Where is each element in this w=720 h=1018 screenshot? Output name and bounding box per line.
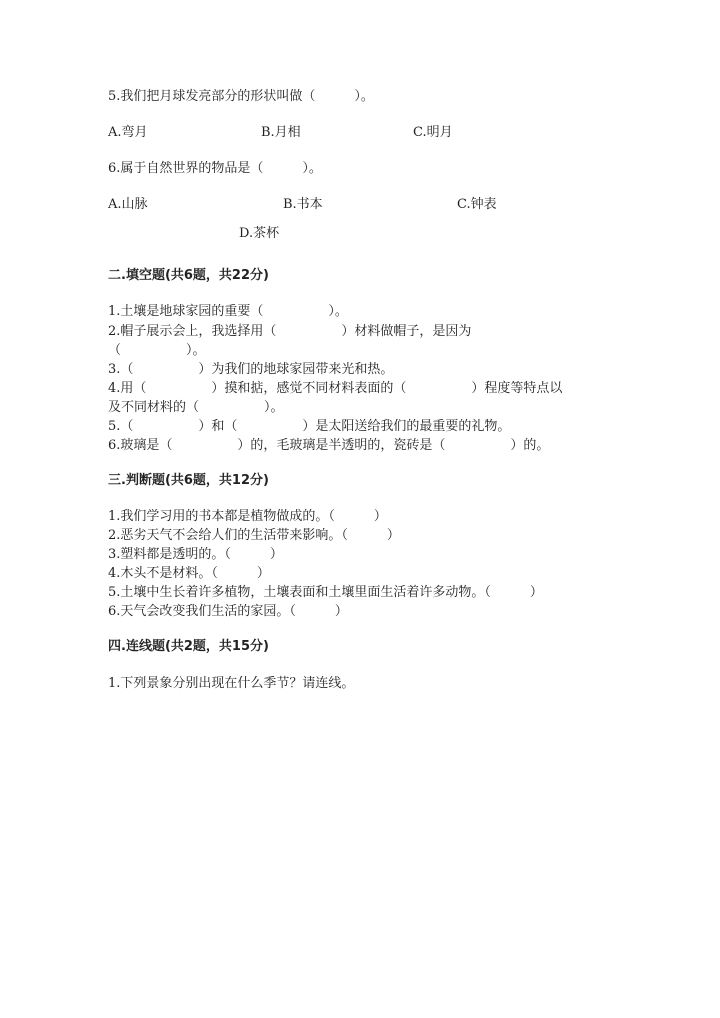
q5-option-b: B.月相 — [261, 125, 301, 140]
q6-option-d: D.茶杯 — [239, 226, 280, 241]
q5-option-c: C.明月 — [413, 125, 453, 140]
fill-blank-line: 6.玻璃是（ ）的，毛玻璃是半透明的，瓷砖是（ ）的。 — [108, 438, 550, 453]
q5-option-a: A.弯月 — [108, 125, 148, 140]
true-false-line: 5.土壤中生长着许多植物，土壤表面和土壤里面生活着许多动物。（ ） — [108, 585, 543, 600]
true-false-line: 1.我们学习用的书本都是植物做成的。（ ） — [108, 509, 387, 524]
section-2-heading: 二.填空题(共6题，共22分) — [108, 268, 269, 283]
question-5: 5.我们把月球发亮部分的形状叫做（ ）。 — [108, 89, 374, 104]
fill-blank-line: 3.（ ）为我们的地球家园带来光和热。 — [108, 362, 394, 377]
matching-question: 1.下列景象分别出现在什么季节？请连线。 — [108, 676, 355, 691]
section-3-heading: 三.判断题(共6题，共12分) — [108, 473, 269, 488]
fill-blank-line: （ ）。 — [108, 343, 206, 358]
true-false-line: 4.木头不是材料。（ ） — [108, 566, 270, 581]
true-false-line: 2.恶劣天气不会给人们的生活带来影响。（ ） — [108, 528, 400, 543]
fill-blank-line: 5.（ ）和（ ）是太阳送给我们的最重要的礼物。 — [108, 419, 511, 434]
true-false-line: 6.天气会改变我们生活的家园。（ ） — [108, 604, 348, 619]
true-false-line: 3.塑料都是透明的。（ ） — [108, 547, 283, 562]
section-4-heading: 四.连线题(共2题，共15分) — [108, 639, 269, 654]
q6-option-c: C.钟表 — [457, 197, 497, 212]
fill-blank-line: 及不同材料的（ ）。 — [108, 400, 284, 415]
fill-blank-line: 1.土壤是地球家园的重要（ ）。 — [108, 304, 348, 319]
q6-option-b: B.书本 — [283, 197, 323, 212]
fill-blank-line: 2.帽子展示会上，我选择用（ ）材料做帽子，是因为 — [108, 324, 472, 339]
question-6: 6.属于自然世界的物品是（ ）。 — [108, 161, 322, 176]
fill-blank-line: 4.用（ ）摸和掂，感觉不同材料表面的（ ）程度等特点以 — [108, 381, 563, 396]
q6-option-a: A.山脉 — [108, 197, 148, 212]
